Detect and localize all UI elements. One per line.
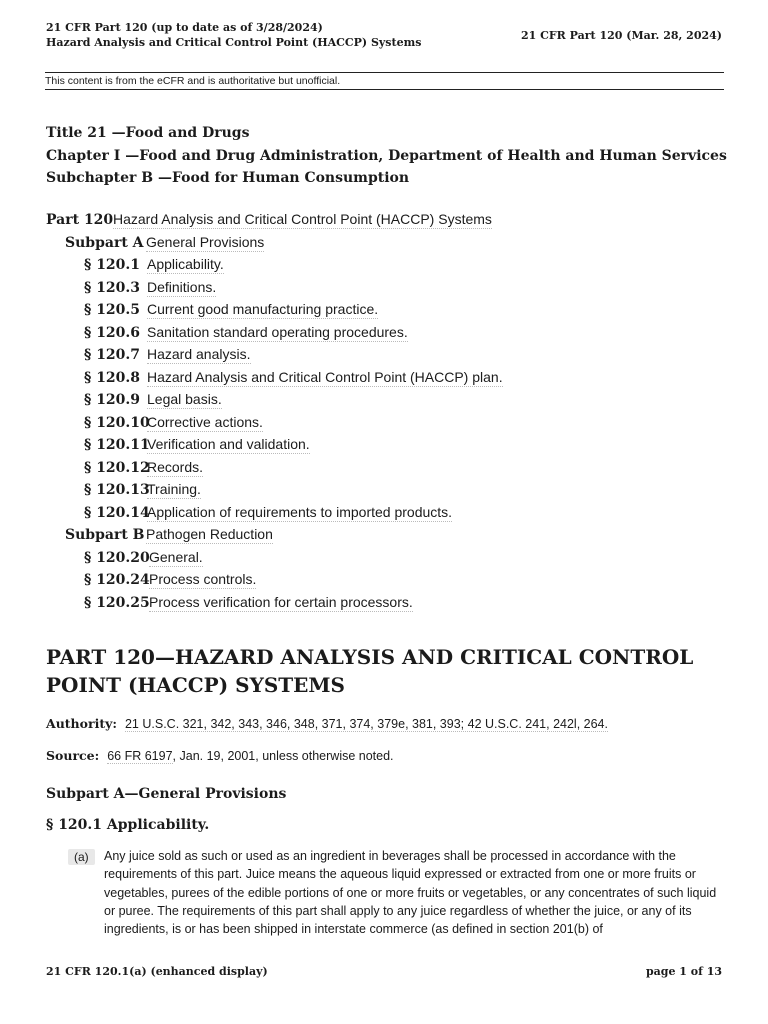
- paragraph-text: Any juice sold as such or used as an ingredient in beverages shall be processed in accordance with the requirements of this part. Juice means the aqueous liquid expressed or extracted from one or more fruits or vegetables, purees of the edible portions of one or more fruits or vegetables, or any concentrates of such liquid or puree. The requirements of this part shall apply to any juice regardless of whether the juice, or any of its ingredients, is or has been shipped in interstate commerce (as defined in section 201(b) of: [104, 849, 717, 937]
- toc-section-link[interactable]: Corrective actions.: [147, 413, 263, 430]
- authority-line: [46, 716, 608, 731]
- toc-part-link[interactable]: Hazard Analysis and Critical Control Point (HACCP) Systems: [113, 211, 492, 227]
- toc-section: [46, 568, 503, 591]
- paragraph-marker[interactable]: (a): [68, 849, 95, 865]
- section-heading: § 120.1 Applicability.: [46, 817, 210, 833]
- toc-section-number: § 120.9: [84, 392, 141, 408]
- toc-part-label: Part 120: [46, 212, 114, 228]
- footer-citation: 21 CFR 120.1(a) (enhanced display): [46, 965, 268, 978]
- toc-section-link[interactable]: Process controls.: [149, 571, 257, 587]
- toc-section-number: § 120.7: [84, 347, 141, 363]
- toc-section-number: § 120.12: [84, 459, 150, 476]
- toc-section-link[interactable]: Verification and validation.: [147, 436, 310, 452]
- toc-section: [46, 343, 503, 366]
- toc-section-link[interactable]: Records.: [147, 458, 204, 475]
- toc-section-link[interactable]: General.: [149, 548, 203, 565]
- toc-section-number: § 120.10: [84, 414, 150, 431]
- toc-section-number: § 120.25: [84, 594, 150, 611]
- toc-subpart-link[interactable]: Pathogen Reduction: [146, 526, 273, 542]
- source-text: , Jan. 19, 2001, unless otherwise noted.: [172, 749, 394, 763]
- source-label: Source:: [46, 748, 100, 763]
- authority-citations[interactable]: 21 U.S.C. 321, 342, 343, 346, 348, 371, 374, 379e, 381, 393; 42 U.S.C. 241, 242l, 264.: [124, 717, 608, 731]
- toc-section-number: § 120.20: [84, 549, 150, 566]
- toc-section-number: § 120.3: [84, 279, 141, 296]
- toc-section-link[interactable]: Training.: [147, 481, 201, 497]
- toc-part: [46, 208, 503, 231]
- toc-section: [46, 456, 503, 479]
- toc-section-link[interactable]: Sanitation standard operating procedures.: [147, 323, 408, 340]
- toc-section: [46, 276, 503, 299]
- toc-section-link[interactable]: Hazard Analysis and Critical Control Point (HACCP) plan.: [147, 368, 503, 385]
- page-header-left: [46, 20, 421, 50]
- toc-section-link[interactable]: Definitions.: [147, 278, 217, 295]
- subchapter-heading: Subchapter B —Food for Human Consumption: [46, 170, 410, 186]
- toc-section-number: § 120.5: [84, 302, 141, 318]
- toc-section-number: § 120.13: [84, 482, 150, 498]
- source-link[interactable]: 66 FR 6197: [107, 749, 173, 763]
- toc-section-number: § 120.6: [84, 324, 141, 341]
- toc-section-link[interactable]: Hazard analysis.: [147, 346, 251, 362]
- toc-section: [46, 546, 503, 569]
- toc-section-link[interactable]: Process verification for certain processors.: [149, 593, 413, 610]
- toc-section: [46, 501, 503, 524]
- header-part-name: Hazard Analysis and Critical Control Point (HACCP) Systems: [46, 36, 422, 49]
- toc-subpart-a: [46, 231, 503, 254]
- toc-subpart-label: Subpart B: [65, 527, 145, 543]
- toc-section: [46, 298, 503, 321]
- subpart-heading: Subpart A—General Provisions: [46, 786, 287, 802]
- toc-subpart-b: [46, 523, 503, 546]
- chapter-heading: Chapter I —Food and Drug Administration, Department of Health and Human Services: [46, 147, 727, 164]
- table-of-contents: [46, 208, 503, 613]
- toc-section: [46, 433, 503, 456]
- toc-section: [46, 366, 503, 389]
- toc-section-link[interactable]: Application of requirements to imported products.: [147, 503, 453, 520]
- toc-section-number: § 120.24: [84, 572, 150, 588]
- part-title: PART 120—HAZARD ANALYSIS AND CRITICAL CONTROL POINT (HACCP) SYSTEMS: [46, 645, 694, 697]
- toc-section: [46, 321, 503, 344]
- toc-section: [46, 478, 503, 501]
- source-line: [46, 748, 394, 763]
- header-date: 21 CFR Part 120 (Mar. 28, 2024): [520, 29, 722, 42]
- toc-section-link[interactable]: Legal basis.: [147, 391, 222, 407]
- toc-section: [46, 411, 503, 434]
- hierarchy: [46, 122, 727, 190]
- toc-section-number: § 120.14: [84, 504, 150, 521]
- toc-subpart-link[interactable]: General Provisions: [146, 233, 265, 250]
- toc-section: [46, 253, 503, 276]
- toc-section: [46, 388, 503, 411]
- unofficial-banner: This content is from the eCFR and is authoritative but unofficial.: [45, 72, 724, 90]
- footer-page-number: page 1 of 13: [645, 965, 722, 978]
- header-doc-title: 21 CFR Part 120 (up to date as of 3/28/2024): [46, 21, 323, 34]
- authority-label: Authority:: [46, 716, 117, 731]
- toc-section-link[interactable]: Current good manufacturing practice.: [147, 301, 379, 317]
- toc-section-number: § 120.11: [84, 437, 150, 453]
- toc-section-number: § 120.1: [84, 257, 141, 273]
- toc-section-link[interactable]: Applicability.: [147, 256, 224, 272]
- toc-section: [46, 591, 503, 614]
- toc-subpart-label: Subpart A: [65, 234, 144, 251]
- title-heading: Title 21 —Food and Drugs: [46, 125, 250, 141]
- toc-section-number: § 120.8: [84, 369, 141, 386]
